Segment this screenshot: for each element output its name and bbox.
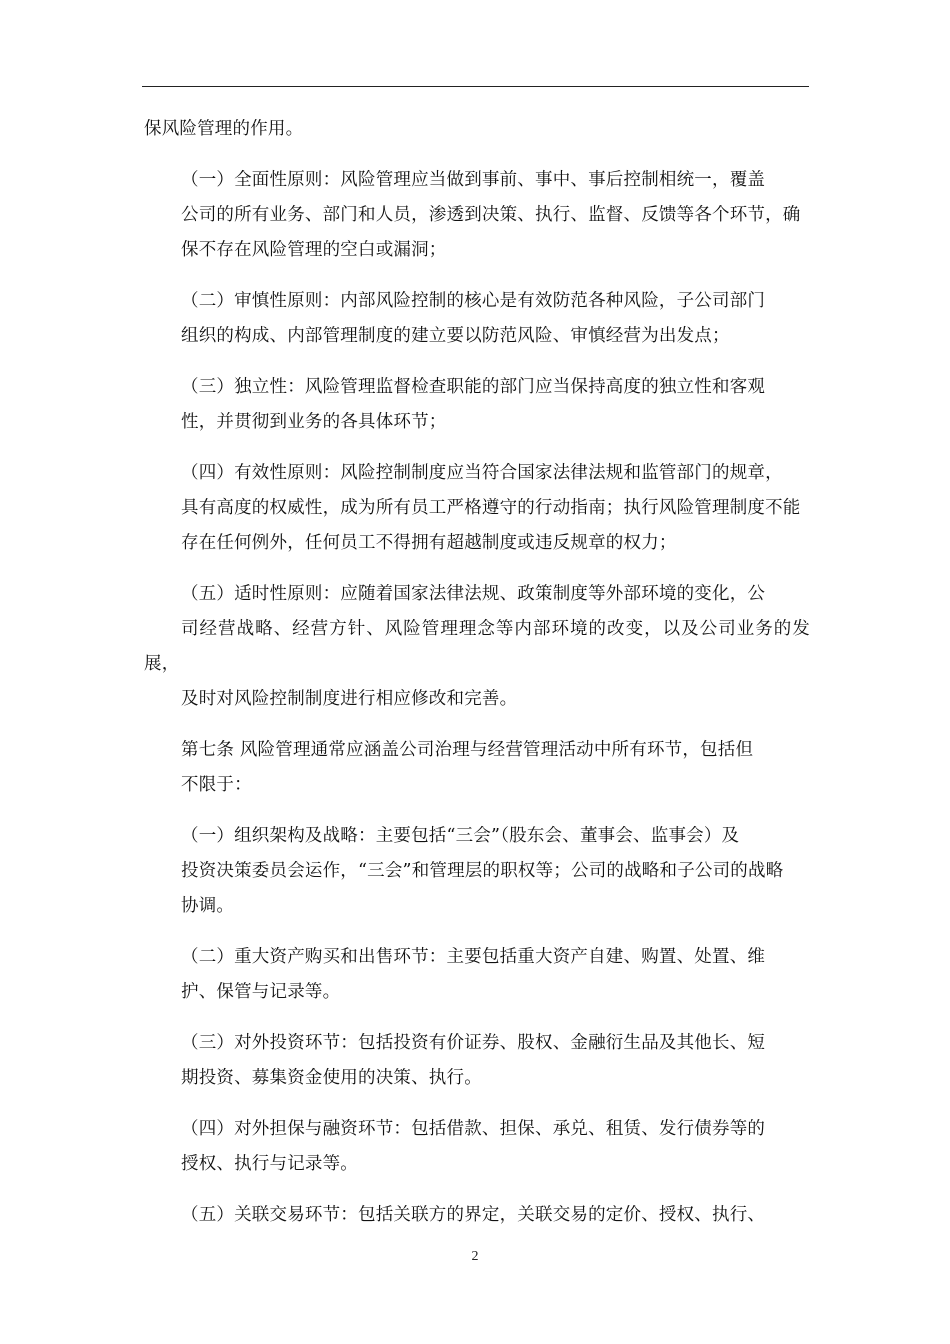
paragraph: [144, 112, 810, 147]
paragraph-line: （一）组织架构及战略：主要包括“三会”（股东会、董事会、监事会）及: [181, 826, 740, 846]
paragraph-line: （四）对外担保与融资环节：包括借款、担保、承兑、租赁、发行债券等的: [181, 1119, 766, 1139]
document-body: [144, 112, 810, 1249]
paragraph-line: （二）审慎性原则：内部风险控制的核心是有效防范各种风险，子公司部门: [181, 291, 766, 311]
paragraph-line: （五）适时性原则：应随着国家法律法规、政策制度等外部环境的变化，公: [181, 584, 766, 604]
paragraph-line: （三）对外投资环节：包括投资有价证券、股权、金融衍生品及其他长、短: [181, 1033, 766, 1053]
paragraph-line: 具有高度的权威性，成为所有员工严格遵守的行动指南；执行风险管理制度不能: [181, 498, 801, 518]
paragraph: [144, 733, 810, 803]
paragraph-line: 期投资、募集资金使用的决策、执行。: [181, 1068, 482, 1088]
paragraph-line: （五）关联交易环节：包括关联方的界定，关联交易的定价、授权、执行、: [181, 1205, 766, 1225]
paragraph-line: 授权、执行与记录等。: [181, 1154, 358, 1174]
paragraph-line: 性，并贯彻到业务的各具体环节；: [181, 412, 447, 432]
paragraph: [144, 370, 810, 440]
paragraph: [144, 284, 810, 354]
paragraph: [144, 456, 810, 561]
paragraph-line: 投资决策委员会运作，“三会”和管理层的职权等；公司的战略和子公司的战略: [181, 861, 784, 881]
paragraph: [144, 163, 810, 268]
paragraph-line: （二）重大资产购买和出售环节：主要包括重大资产自建、购置、处置、维: [181, 947, 766, 967]
header-rule: [142, 86, 809, 87]
page-number: 2: [471, 1249, 479, 1264]
paragraph-line: 存在任何例外，任何员工不得拥有超越制度或违反规章的权力；: [181, 533, 677, 553]
paragraph-line: 保不存在风险管理的空白或漏洞；: [181, 240, 447, 260]
paragraph: [144, 1112, 810, 1182]
paragraph: [144, 940, 810, 1010]
paragraph-line: 及时对风险控制制度进行相应修改和完善。: [181, 689, 518, 709]
paragraph-line: 司经营战略、经营方针、风险管理理念等内部环境的改变，以及公司业务的发展，: [144, 619, 810, 674]
paragraph-line: 公司的所有业务、部门和人员，渗透到决策、执行、监督、反馈等各个环节，确: [181, 205, 801, 225]
paragraph: [144, 1198, 810, 1233]
paragraph: [144, 1026, 810, 1096]
paragraph-line: 协调。: [181, 896, 235, 916]
paragraph: [144, 819, 810, 924]
paragraph-line: （四）有效性原则：风险控制制度应当符合国家法律法规和监管部门的规章，: [181, 463, 783, 483]
paragraph: [144, 577, 810, 717]
paragraph-line: 保风险管理的作用。: [144, 119, 304, 139]
paragraph-line: 第七条 风险管理通常应涵盖公司治理与经营管理活动中所有环节，包括但: [181, 740, 754, 760]
paragraph-line: 不限于：: [181, 775, 252, 795]
paragraph-line: （一）全面性原则：风险管理应当做到事前、事中、事后控制相统一，覆盖: [181, 170, 766, 190]
paragraph-line: 组织的构成、内部管理制度的建立要以防范风险、审慎经营为出发点；: [181, 326, 730, 346]
paragraph-line: 护、保管与记录等。: [181, 982, 341, 1002]
paragraph-line: （三）独立性：风险管理监督检查职能的部门应当保持高度的独立性和客观: [181, 377, 766, 397]
